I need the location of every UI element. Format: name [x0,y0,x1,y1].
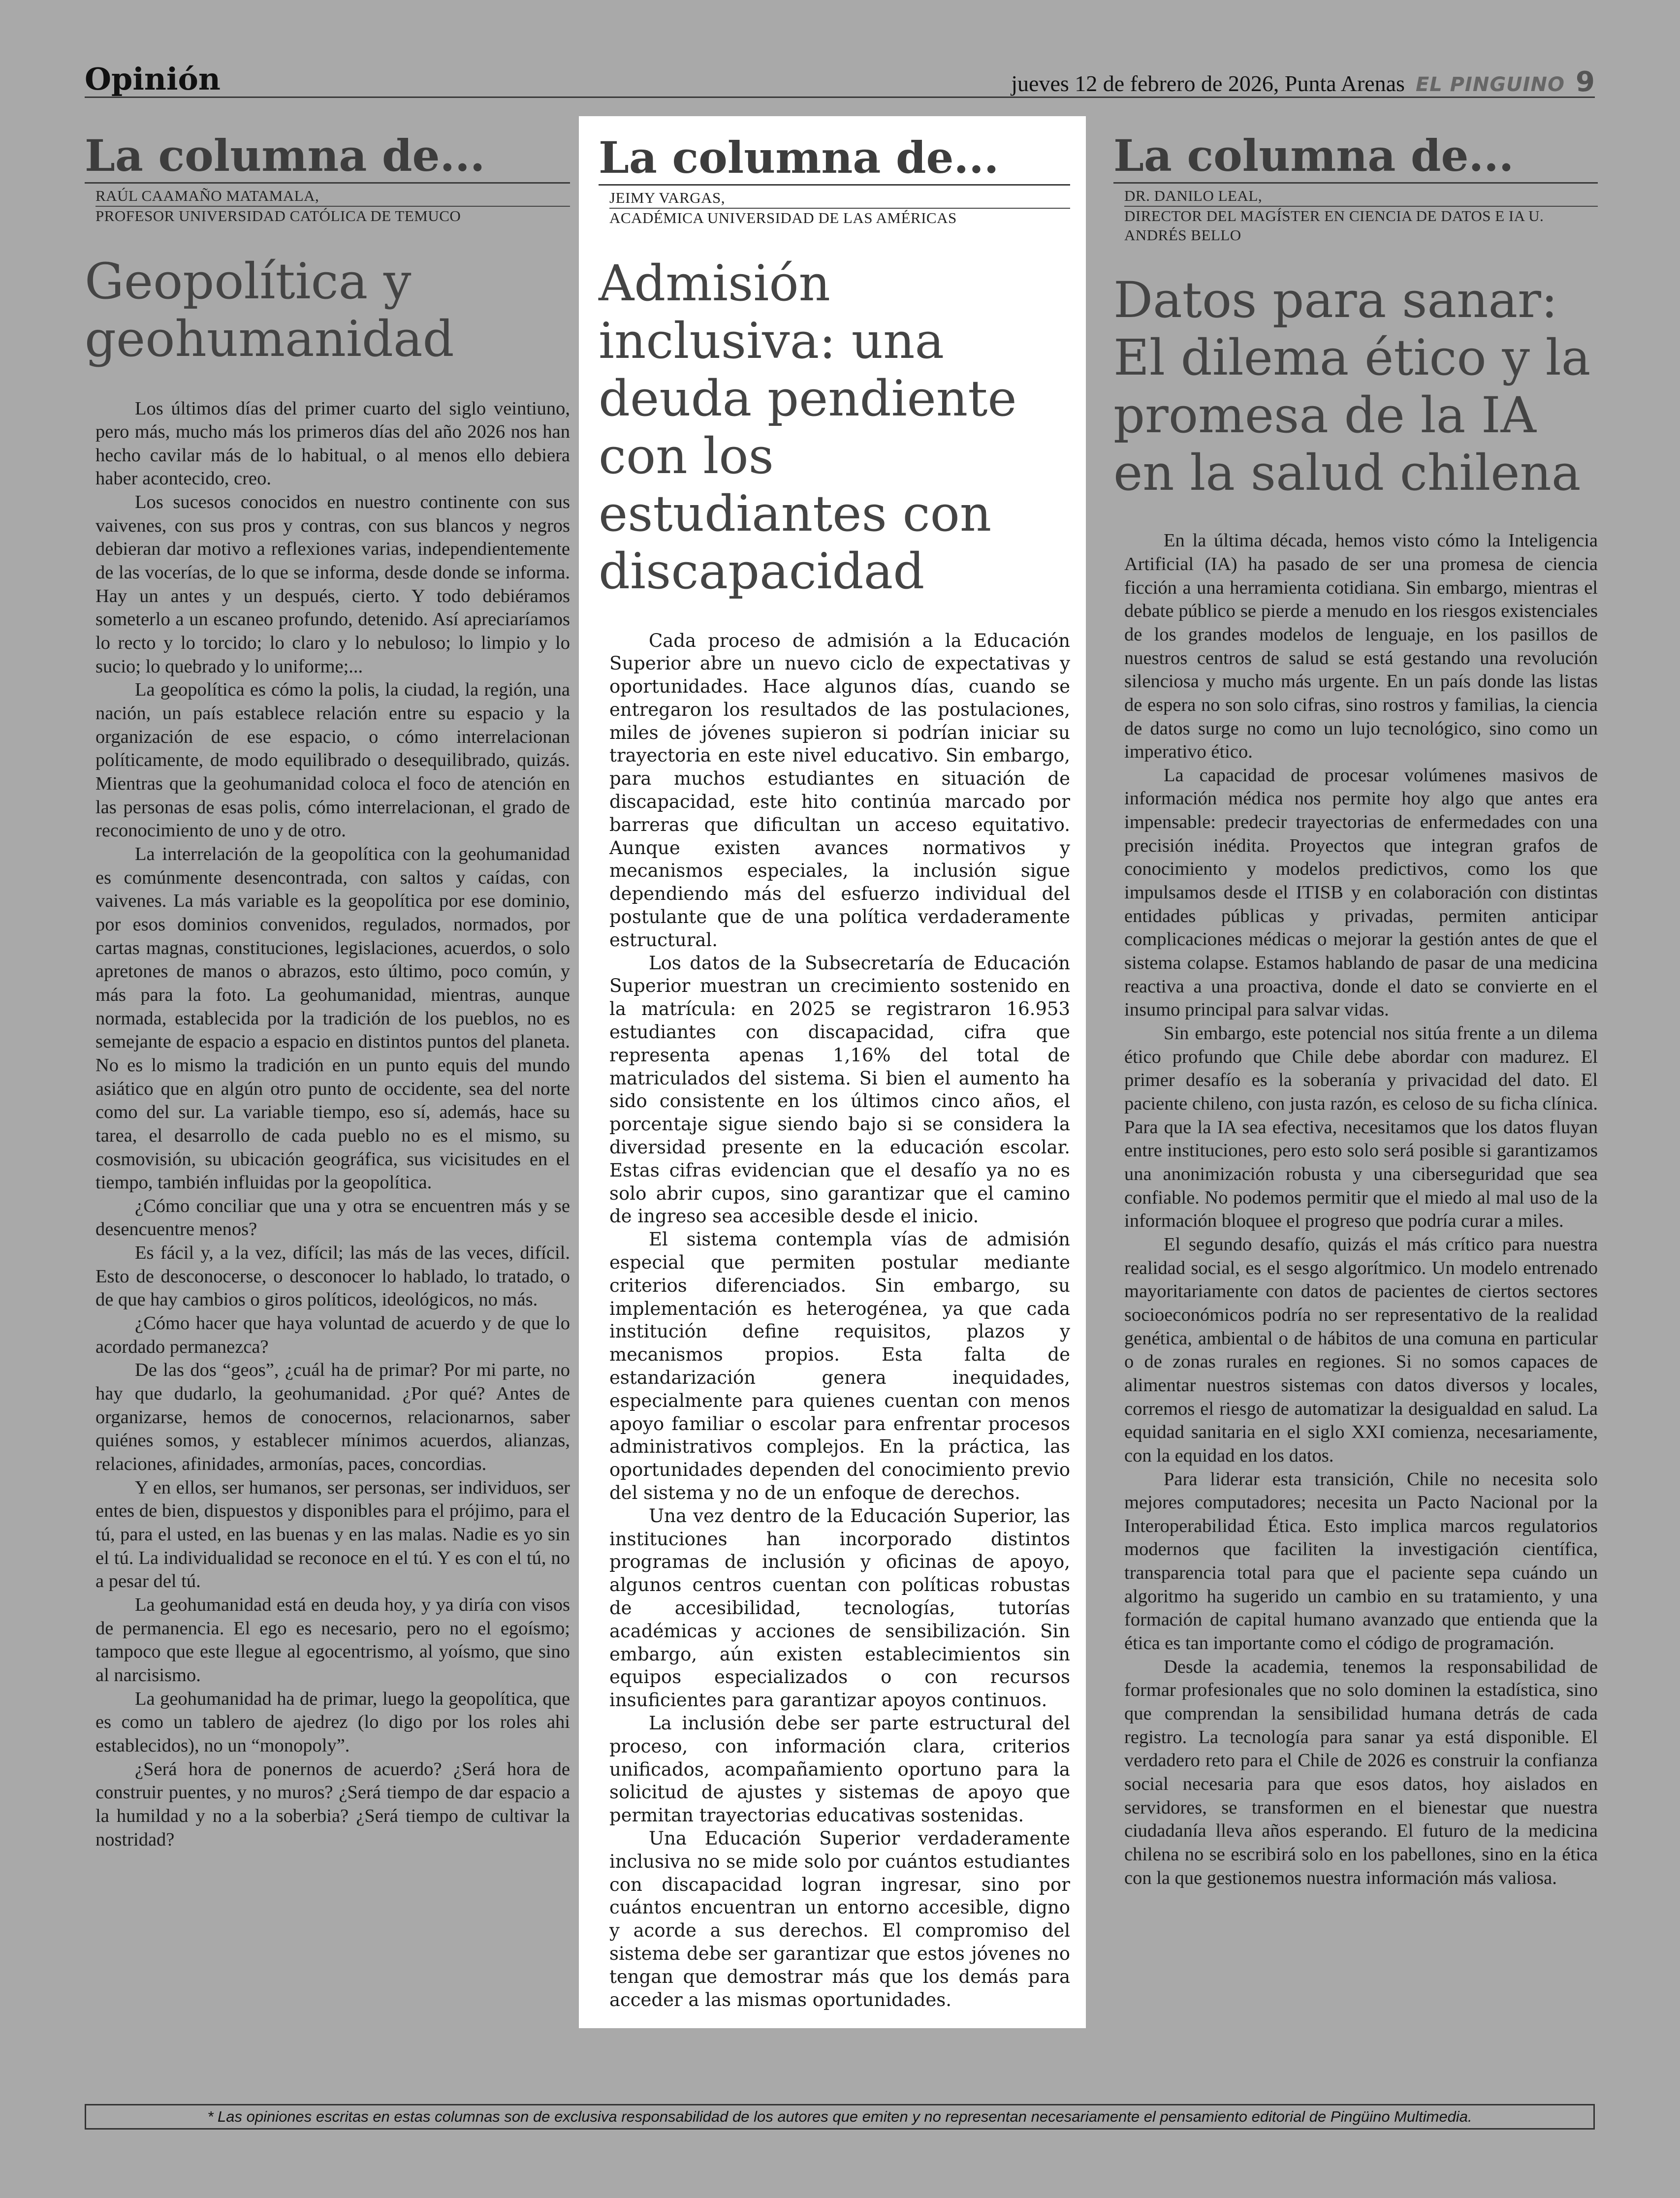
byline [95,187,570,226]
disclaimer-footer: * Las opiniones escritas en estas columnas son de exclusiva responsabilidad de los autores que emiten y no representan necesariamente el pensamiento editorial de Pingüino Multimedia. [85,2104,1595,2130]
author-role: PROFESOR UNIVERSIDAD CATÓLICA DE TEMUCO [95,207,461,224]
author-name: DR. DANILO LEAL, [1124,187,1598,207]
byline [1124,187,1598,245]
paragraph: Para liderar esta transición, Chile no necesita solo mejores computadores; necesita un Pacto Nacional por la Interoperabilidad Ética. Esto implica marcos regulatorios modernos que faciliten la investigación científica, transparencia total para que el paciente sepa cuándo un algoritmo ha sugerido un cambio en su tratamiento, y una formación de capital humano avanzado que entienda que la ética es tan importante como el código de programación. [1124,1468,1598,1654]
newspaper-logo: EL PINGUINO [1415,73,1565,96]
issue-date: jueves 12 de febrero de 2026, Punta Arenas [1011,71,1405,96]
paragraph: ¿Cómo hacer que haya voluntad de acuerdo y de que lo acordado permanezca? [95,1313,570,1357]
column-leal [1113,116,1598,1890]
column-kicker: La columna de... [599,136,1070,186]
paragraph: El segundo desafío, quizás el más crítico para nuestra realidad social, es el sesgo algorítmico. Un modelo entrenado mayoritariamente con datos de pacientes de ciertos sectores socioeconómicos podría no ser representativo de la realidad genética, ambiental o de hábitos de una comuna en particular o de zonas rurales en regiones. Si no somos capaces de alimentar nuestros sistemas con datos diversos y locales, corremos el riesgo de automatizar la desigualdad en salud. La equidad sanitaria en el siglo XXI comienza, necesariamente, con la equidad en los datos. [1124,1234,1598,1466]
article-headline: Datos para sanar: El dilema ético y la promesa de la IA en la salud chilena [1113,271,1591,502]
paragraph: Los datos de la Subsecretaría de Educación Superior muestran un crecimiento sostenido en la matrícula: en 2025 se registraron 16.953 estudiantes con discapacidad, cifra que representa apenas 1,16% del total de matriculados del sistema. Si bien el aumento ha sido consistente en los últimos cinco años, el porcentaje sigue siendo bajo si se considera la diversidad presente en la educación escolar. Estas cifras evidencian que el desafío ya no es solo abrir cupos, sino garantizar que el camino de ingreso sea accesible desde el inicio. [609,952,1070,1227]
byline [609,189,1070,228]
paragraph: La geopolítica es cómo la polis, la ciudad, la región, una nación, un país establece relación entre su espacio y la organización de ese espacio, o cómo interrelacionan políticamente, de modo equilibrado o desequilibrado, quizás. Mientras que la geohumanidad coloca el foco de atención en las personas de esas polis, cómo interrelacionan, el grado de reconocimiento de uno y de otro. [95,679,570,841]
paragraph: Es fácil y, a la vez, difícil; las más de las veces, difícil. Esto de desconocerse, o desconocer lo hablado, lo tratado, o de que hay cambios o giros políticos, ideológicos, no más. [95,1242,570,1310]
article-headline: Geopolítica y geohumanidad [85,252,454,368]
paragraph: En la última década, hemos visto cómo la Inteligencia Artificial (IA) ha pasado de ser una promesa de ciencia ficción a una herramienta cotidiana. Sin embargo, mientras el debate público se pierde a menudo en los riesgos existenciales de los grandes modelos de lenguaje, en los pasillos de nuestros centros de salud se está gestando una revolución silenciosa y mucho más urgente. En un país donde las listas de espera no son solo cifras, sino rostros y familias, la ciencia de datos surge no como un lujo tecnológico, sino como un imperativo ético. [1124,530,1598,763]
paragraph: Cada proceso de admisión a la Educación Superior abre un nuevo ciclo de expectativas y oportunidades. Hace algunos días, cuando se entregaron los resultados de las postulaciones, miles de jóvenes supieron si podrían iniciar su trayectoria en este nivel educativo. Sin embargo, para muchos estudiantes en situación de discapacidad, este hito continúa marcado por barreras que dificultan un acceso equitativo. Aunque existen avances normativos y mecanismos especiales, la inclusión sigue dependiendo más del esfuerzo individual del postulante que de una política verdaderamente estructural. [609,630,1070,951]
paragraph: El sistema contempla vías de admisión especial que permiten postular mediante criterios diferenciados. Sin embargo, su implementación es heterogénea, ya que cada institución define requisitos, plazos y mecanismos propios. Esta falta de estandarización genera inequidades, especialmente para quienes cuentan con menos apoyo familiar o escolar para enfrentar procesos administrativos complejos. En la práctica, las oportunidades dependen del conocimiento previo del sistema y no de un enfoque de derechos. [609,1229,1070,1503]
page-number: 9 [1576,66,1595,98]
paragraph: De las dos “geos”, ¿cuál ha de primar? Por mi parte, no hay que dudarlo, la geohumanidad. ¿Por qué? Antes de organizarse, hemos de conocernos, relacionarnos, saber quiénes somos, y establecer mínimos acuerdos, alianzas, relaciones, afinidades, armonías, paces, concordias. [95,1360,570,1475]
column-vargas [579,116,1086,2028]
paragraph: ¿Será hora de ponernos de acuerdo? ¿Será hora de construir puentes, y no muros? ¿Será tiempo de dar espacio a la humildad y no a la soberbia? ¿Será tiempo de cultivar la nostridad? [95,1758,570,1850]
paragraph: La geohumanidad ha de primar, luego la geopolítica, que es como un tablero de ajedrez (lo digo por los roles ahi establecidos), no un “monopoly”. [95,1688,570,1756]
paragraph: La geohumanidad está en deuda hoy, y ya diría con visos de permanencia. El ego es necesario, pero no el egoísmo; tampoco que este llegue al egocentrismo, al yoísmo, que sino al narcisismo. [95,1594,570,1686]
paragraph: ¿Cómo conciliar que una y otra se encuentren más y se desencuentre menos? [95,1195,570,1240]
paragraph: Sin embargo, este potencial nos sitúa frente a un dilema ético profundo que Chile debe abordar con madurez. El primer desafío es la soberanía y privacidad del dato. El paciente chileno, con justa razón, es celoso de su ficha clínica. Para que la IA sea efectiva, necesitamos que los datos fluyan entre instituciones, pero esto solo será posible si garantizamos una anonimización robusta y una ciberseguridad que sea confiable. No podemos permitir que el miedo al mal uso de la información bloquee el progreso que podría curar a miles. [1124,1023,1598,1232]
paragraph: Una Educación Superior verdaderamente inclusiva no se mide solo por cuántos estudiantes con discapacidad logran ingresar, sino por cuántos encuentran un entorno accesible, digno y acorde a sus derechos. El compromiso del sistema debe ser garantizar que estos jóvenes no tengan que demostrar más que los demás para acceder a las mismas oportunidades. [609,1827,1070,2010]
paragraph: Los sucesos conocidos en nuestro continente con sus vaivenes, con sus pros y contras, con sus blancos y negros debieran dar motivo a reflexiones varias, independientemente de las vocerías, de lo que se informa, desde donde se informa. Hay un antes y un después, cierto. Y todo debiéramos someterlo a un escaneo profundo, detenido. Así apreciaríamos lo recto y lo torcido; lo claro y lo nebuloso; lo limpio y lo sucio; lo quebrado y lo uniforme;... [95,492,570,677]
article-body [1124,529,1598,1890]
masthead-line [1011,66,1595,98]
paragraph: Y en ellos, ser humanos, ser personas, ser individuos, ser entes de bien, dispuestos y disponibles para el prójimo, para el tú, para el usted, en las buenas y en las malas. Nadie es yo sin el tú. La individualidad se reconoce en el tú. Y es con el tú, no a pesar del tú. [95,1477,570,1592]
paragraph: Los últimos días del primer cuarto del siglo veintiuno, pero más, mucho más los primeros días del año 2026 nos han hecho cavilar más de lo habitual, o al menos ello debiera haber acontecido, creo. [95,398,570,489]
paragraph: Una vez dentro de la Educación Superior, las instituciones han incorporado distintos programas de inclusión y oficinas de apoyo, algunos centros cuentan con políticas robustas de accesibilidad, tecnologías, tutorías académicas y acciones de sensibilización. Sin embargo, aún existen establecimientos sin equipos especializados o con recursos insuficientes para garantizar apoyos continuos. [609,1505,1070,1711]
paragraph: La interrelación de la geopolítica con la geohumanidad es comúnmente desencontrada, con saltos y caídas, con vaivenes. La más variable es la geopolítica por ese dominio, por esos dominios convenidos, regulados, normados, por cartas magnas, constituciones, legislaciones, acuerdos, o solo apretones de manos o abrazos, esto último, poco común, y más para la foto. La geohumanidad, mientras, aunque normada, establecida por la tradición de los pueblos, no es semejante de espacio a espacio en distintos puntos del planeta. No es lo mismo la tradición en un punto equis del mundo asiático que en algún otro punto de occidente, sea del norte como del sur. La variable tiempo, eso sí, además, hace su tarea, el desarrollo de cada pueblo no es el mismo, su cosmovisión, su ubicación geográfica, sus vicisitudes en el tiempo, también influidas por la geopolítica. [95,843,570,1193]
paragraph: La capacidad de procesar volúmenes masivos de información médica nos permite hoy algo que antes era impensable: predecir trayectorias de enfermedades con una precisión inédita. Proyectos que integran grafos de conocimiento y modelos predictivos, como los que impulsamos desde el ITISB y en colaboración con distintas entidades públicas y privadas, permiten anticipar complicaciones médicas o mejorar la gestión antes de que el sistema colapse. Estamos hablando de pasar de una medicina reactiva a una proactiva, donde el dato se convierte en el insumo principal para salvar vidas. [1124,765,1598,1020]
column-kicker: La columna de... [1113,134,1598,184]
article-body [95,397,570,1852]
author-role: DIRECTOR DEL MAGÍSTER EN CIENCIA DE DATOS E IA U. ANDRÉS BELLO [1124,207,1544,244]
column-caamano [85,116,570,1851]
author-name: RAÚL CAAMAÑO MATAMALA, [95,187,570,207]
column-kicker: La columna de... [85,134,570,184]
section-title: Opinión [85,61,221,97]
article-body [609,630,1070,2012]
author-name: JEIMY VARGAS, [609,189,1070,209]
paragraph: La inclusión debe ser parte estructural del proceso, con información clara, criterios unificados, acompañamiento oportuno para la solicitud de ajustes y sistemas de apoyo que permitan trayectorias educativas sostenidas. [609,1712,1070,1826]
author-role: ACADÉMICA UNIVERSIDAD DE LAS AMÉRICAS [609,209,957,226]
paragraph: Desde la academia, tenemos la responsabilidad de formar profesionales que no solo dominen la estadística, sino que comprendan la sensibilidad humana detrás de cada registro. La tecnología para sanar ya está disponible. El verdadero reto para el Chile de 2026 es construir la confianza social necesaria para que esos datos, hoy aislados en servidores, se transformen en el bienestar que nuestra ciudadanía lleva años esperando. El futuro de la medicina chilena no se escribirá solo en los pabellones, sino en la ética con la que gestionemos nuestra información más valiosa. [1124,1656,1598,1888]
article-headline: Admisión inclusiva: una deuda pendiente con los estudiantes con discapacidad [599,254,1017,600]
page-header [85,60,1595,98]
